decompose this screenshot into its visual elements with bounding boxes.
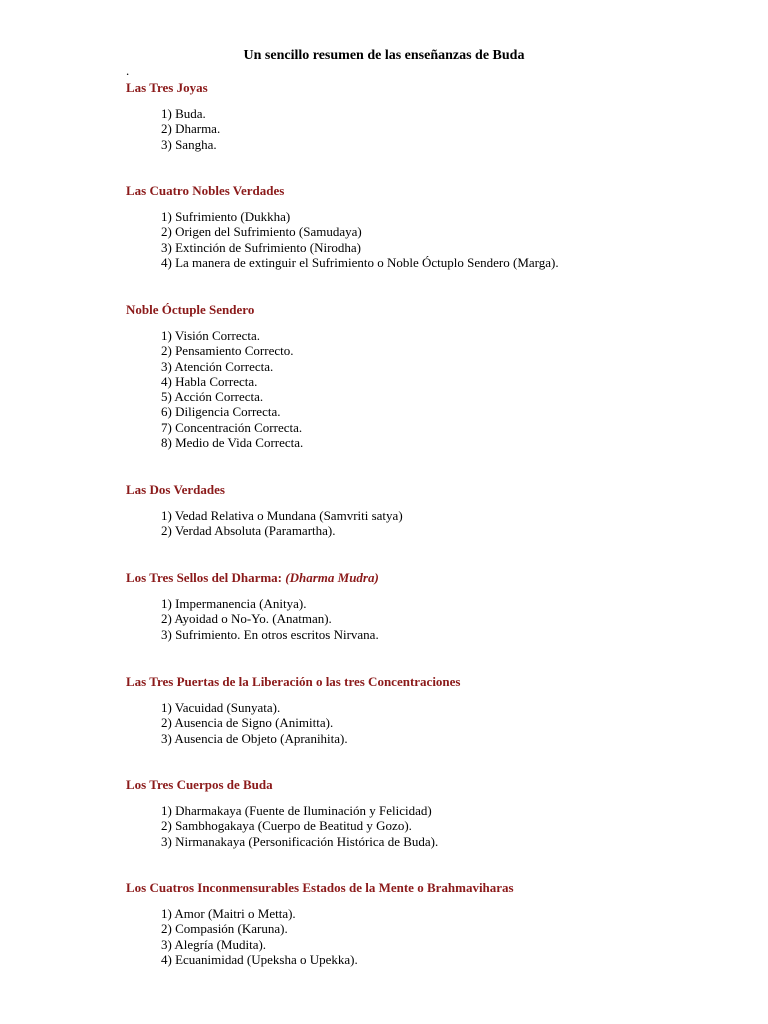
- list-item: 1) Sufrimiento (Dukkha): [161, 209, 291, 224]
- list-item: 2) Pensamiento Correcto.: [161, 343, 294, 359]
- section-heading: Las Dos Verdades: [126, 482, 225, 497]
- section-heading: Las Cuatro Nobles Verdades: [126, 183, 285, 198]
- list-item: 2) Ausencia de Signo (Animitta).: [161, 715, 334, 731]
- list-item: 3) Extinción de Sufrimiento (Nirodha): [161, 239, 362, 255]
- section-heading: Las Tres Puertas de la Liberación o las tres Concentraciones: [126, 674, 461, 689]
- list-item: 3) Sufrimiento. En otros escritos Nirvana.: [161, 626, 379, 642]
- section-heading-italic: (Dharma Mudra): [285, 570, 379, 585]
- list-item: 3) Atención Correcta.: [161, 358, 274, 374]
- list-item: 3) Nirmanakaya (Personificación Histórica de Buda).: [161, 833, 439, 849]
- section-heading: Los Tres Cuerpos de Buda: [126, 777, 273, 792]
- section-heading-text: Los Tres Sellos del Dharma:: [126, 570, 283, 585]
- list-item: 5) Acción Correcta.: [161, 389, 264, 405]
- section-heading: Las Tres Joyas: [126, 80, 208, 95]
- list-item: 4) Habla Correcta.: [161, 373, 258, 389]
- list-item: 2) Verdad Absoluta (Paramartha).: [161, 523, 336, 539]
- list-item: 4) Ecuanimidad (Upeksha o Upekka).: [161, 951, 358, 967]
- list-item: 1) Visión Correcta.: [161, 328, 260, 343]
- section-list: [161, 596, 379, 642]
- list-item: 2) Sambhogakaya (Cuerpo de Beatitud y Gozo).: [161, 818, 412, 834]
- section-list: [161, 906, 358, 967]
- list-item: 1) Dharmakaya (Fuente de Iluminación y Felicidad): [161, 803, 432, 818]
- section-list: [161, 700, 348, 746]
- section-list: [161, 508, 403, 539]
- list-item: 3) Alegría (Mudita).: [161, 936, 267, 952]
- list-item: 4) La manera de extinguir el Sufrimiento o Noble Óctuplo Sendero (Marga).: [161, 254, 559, 270]
- section-list: [161, 209, 559, 270]
- list-item: 1) Vedad Relativa o Mundana (Samvriti satya): [161, 508, 403, 523]
- section-heading: Noble Óctuple Sendero: [126, 302, 255, 317]
- list-item: 2) Dharma.: [161, 121, 221, 137]
- list-item: 2) Origen del Sufrimiento (Samudaya): [161, 224, 362, 240]
- list-item: 1) Buda.: [161, 106, 206, 121]
- list-item: 3) Ausencia de Objeto (Apranihita).: [161, 730, 348, 746]
- list-item: 7) Concentración Correcta.: [161, 419, 303, 435]
- stray-dot-marker: .: [126, 63, 130, 78]
- list-item: 2) Compasión (Karuna).: [161, 921, 288, 937]
- list-item: 2) Ayoidad o No-Yo. (Anatman).: [161, 611, 332, 627]
- list-item: 1) Vacuidad (Sunyata).: [161, 700, 281, 715]
- section-list: [161, 803, 438, 849]
- document-title: Un sencillo resumen de las enseñanzas de Buda: [243, 48, 525, 63]
- section-list: [161, 106, 220, 152]
- section-heading: Los Cuatros Inconmensurables Estados de la Mente o Brahmaviharas: [126, 880, 514, 895]
- list-item: 6) Diligencia Correcta.: [161, 404, 281, 420]
- list-item: 1) Impermanencia (Anitya).: [161, 596, 307, 611]
- section-heading: [126, 570, 379, 586]
- list-item: 1) Amor (Maitri o Metta).: [161, 906, 296, 921]
- list-item: 8) Medio de Vida Correcta.: [161, 435, 304, 451]
- list-item: 3) Sangha.: [161, 136, 217, 152]
- section-list: [161, 328, 303, 450]
